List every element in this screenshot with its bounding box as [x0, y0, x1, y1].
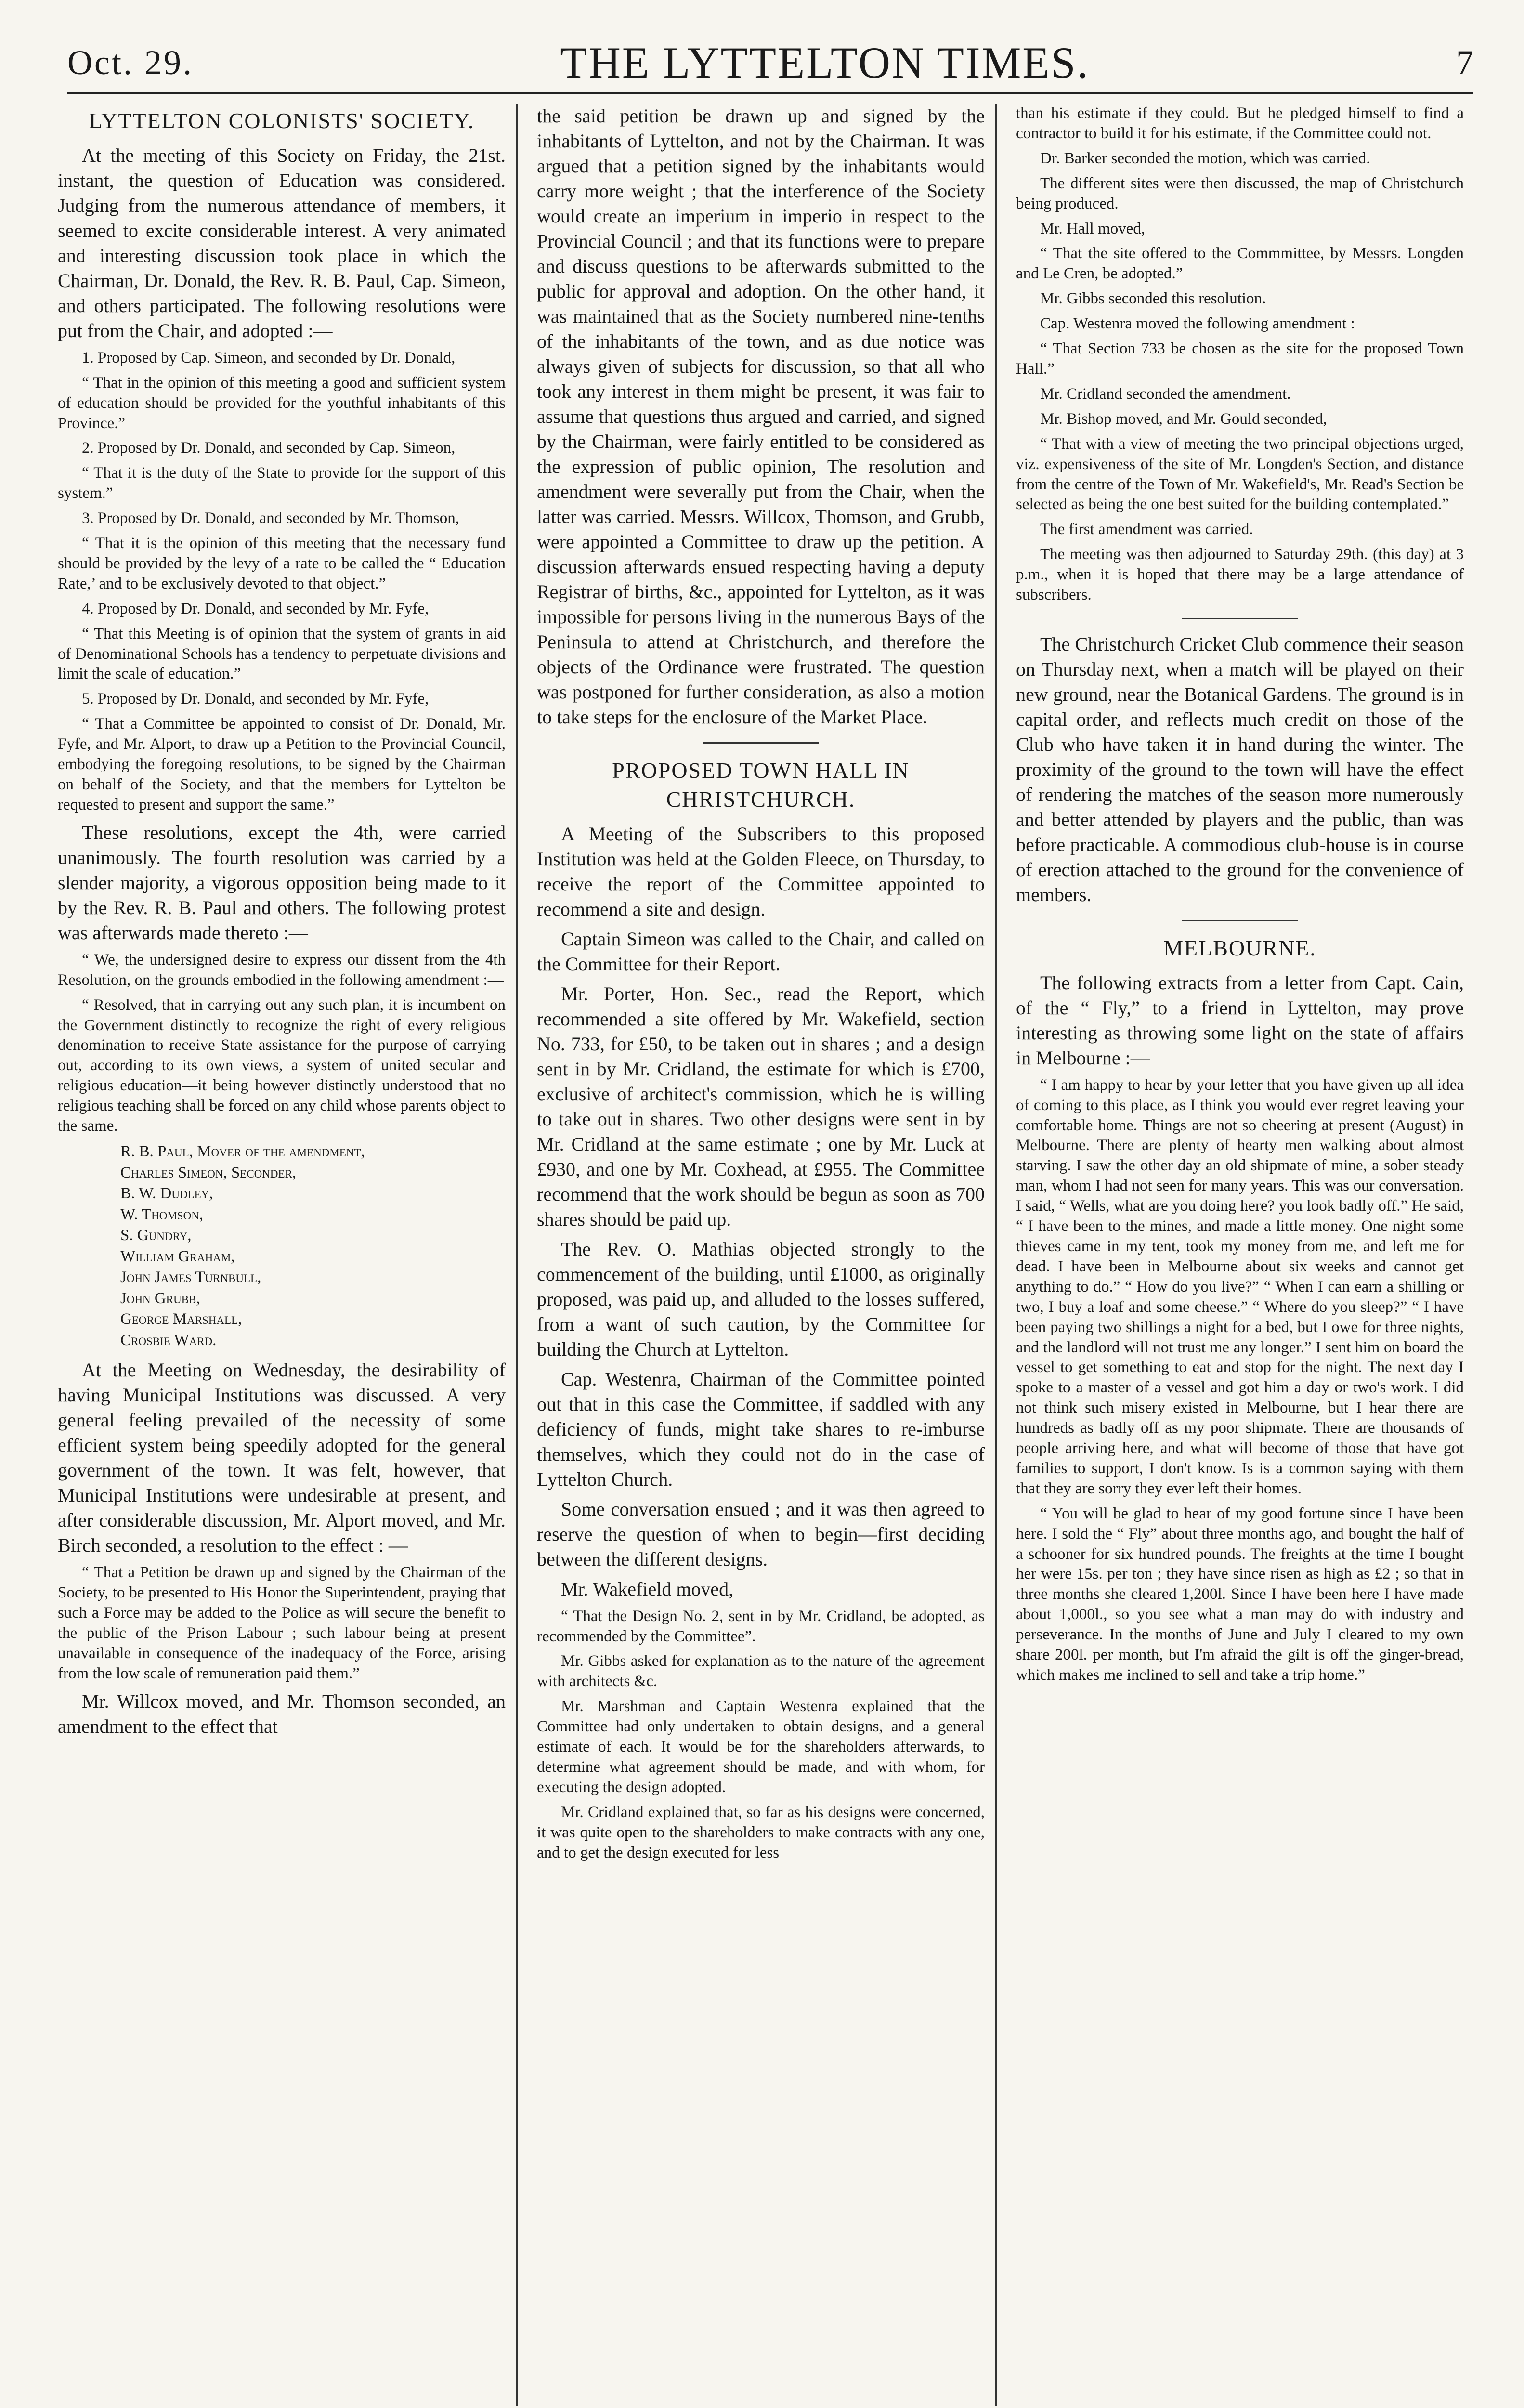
column-3: [1016, 104, 1464, 2406]
letter-quote: “ I am happy to hear by your letter that you have given up all idea of coming to this place, as I think you would ever regret leaving your comfortable home. Things are not so cheering at present (August) in Melbourne. There are plenty of hearty men walking about almost starving. I saw the other day an old shipmate of mine, a sober steady man, whom I had not seen for many years. This was our conversation. I said, “ Wells, what are you doing here? you look badly off.” He said, “ I have been to the mines, and made a little money. One night some thieves came in my tent, took my money from me, and left me for dead. I have been in Melbourne about six weeks and cannot get anything to do.” “ How do you live?” “ When I can earn a shilling or two, I buy a loaf and some cheese.” “ Where do you sleep?” “ I have been paying two shillings a night for a bed, but I owe for three nights, and the landlord will not trust me any longer.” I sent him on board the vessel to get something to eat and stop for the night. The next day I spoke to a master of a vessel and got him a day or two's work. I did not think such misery existed in Melbourne, but I hear there are hundreds as badly off as my poor shipmate. There are thousands of people arriving here, and what will become of those that have got families to support, I don't know. Is is a common saying with them that they are sorry they ever left their homes.: [1016, 1076, 1464, 1497]
article-paragraph: Some conversation ensued ; and it was then agreed to reserve the question of when to begin—first deciding between the different designs.: [537, 1498, 985, 1570]
resolution-3-quote: “ That it is the opinion of this meeting that the necessary fund should be provided by the levy of a rate to be called the “ Education Rate,’ and to be exclusively devoted to that object.”: [58, 535, 506, 592]
article-paragraph: Mr. Cridland seconded the amendment.: [1040, 385, 1291, 403]
signatory: Crosbie Ward.: [120, 1331, 217, 1349]
masthead: [67, 34, 1473, 94]
article-paragraph: Mr. Gibbs seconded this resolution.: [1040, 290, 1266, 308]
letter-quote: “ You will be glad to hear of my good fortune since I have been here. I sold the “ Fly” about three months ago, and bought the half of a schooner for six hundred pounds. The freights at the time I bought her were 15s. per ton ; they have since risen as high as £2 ; so that in three months she cleared 1,200l. Since I have been here I have made about 1,000l., so you see what a man may do with industry and perseverance. In the months of June and July I cleared to my own share 200l. per month, but I'm afraid the gilt is off the ginger-bread, which makes me inclined to sell and take a trip home.”: [1016, 1505, 1464, 1684]
newspaper-title: THE LYTTELTON TIMES.: [560, 38, 1090, 87]
article-paragraph: The following extracts from a letter from Capt. Cain, of the “ Fly,” to a friend in Lyttelton, may prove interesting as throwing some light on the state of affairs in Melbourne :—: [1016, 971, 1464, 1069]
motion-quote: “ That the Design No. 2, sent in by Mr. Cridland, be adopted, as recommended by the Committee”.: [537, 1607, 985, 1645]
signatory: R. B. Paul, Mover of the amendment,: [120, 1142, 365, 1160]
article-paragraph: Mr. Bishop moved, and Mr. Gould seconded,: [1040, 410, 1327, 428]
resolution-2: 2. Proposed by Dr. Donald, and seconded by Cap. Simeon,: [82, 439, 456, 457]
article-paragraph: Mr. Willcox moved, and Mr. Thomson seconded, an amendment to the effect that: [58, 1690, 506, 1737]
resolution-5-quote: “ That a Committee be appointed to consist of Dr. Donald, Mr. Fyfe, and Mr. Alport, to draw up a Petition to the Provincial Council, embodying the foregoing resolutions, to be signed by the Chairman on behalf of the Society, and that the members for Lyttelton be requested to present and support the same.”: [58, 715, 506, 813]
motion-quote: “ That the site offered to the Commmittee, by Messrs. Longden and Le Cren, be adopted.”: [1016, 245, 1464, 283]
signatory: William Graham,: [120, 1247, 235, 1265]
signatory: S. Gundry,: [120, 1227, 192, 1244]
article-separator: [1182, 920, 1298, 921]
page-number: 7: [1456, 43, 1473, 82]
petition-quote: “ That a Petition be drawn up and signed by the Chairman of the Society, to be presented to His Honor the Superintendent, praying that such a Force may be added to the Police as will secure the benefit to the public of the Prison Labour ; such labour being at present unavailable in consequence of the inadequacy of the Force, arising from the low scale of remuneration paid them.”: [58, 1564, 506, 1682]
resolution-1: 1. Proposed by Cap. Simeon, and seconded by Dr. Donald,: [82, 349, 456, 366]
article-paragraph: Cap. Westenra moved the following amendment :: [1040, 315, 1355, 333]
column-rule-right: [995, 104, 997, 2406]
amendment-quote: “ That with a view of meeting the two principal objections urged, viz. expensiveness of the site of Mr. Longden's Section, and distance from the centre of the Town of Mr. Wakefield's, Mr. Read's Section be selected as being the one best suited for the building contemplated.”: [1016, 435, 1464, 513]
cricket-club-article: The Christchurch Cricket Club commence their season on Thursday next, when a match will be played on their new ground, near the Botanical Gardens. The ground is in capital order, and reflects much credit on those of the Club who have taken it in hand during the winter. The proximity of the ground to the town will have the effect of rendering the matches of the season more numerously and better attended by players and the public, than was before practicable. A commodious club-house is in course of erection attached to the ground for the convenience of members.: [1016, 633, 1464, 905]
signatory: W. Thomson,: [120, 1205, 204, 1223]
article-paragraph: The different sites were then discussed, the map of Christchurch being produced.: [1016, 174, 1464, 212]
article-paragraph: The first amendment was carried.: [1040, 521, 1253, 538]
article-paragraph: Mr. Cridland explained that, so far as his designs were concerned, it was quite open to the shareholders to make contracts with any one, and to get the design executed for less: [537, 1803, 985, 1861]
protest-intro: “ We, the undersigned desire to express our dissent from the 4th Resolution, on the grounds embodied in the following amendment :—: [58, 951, 506, 989]
column-2: [537, 104, 985, 2406]
resolution-4-quote: “ That this Meeting is of opinion that the system of grants in aid of Denominational Schools has a tendency to perpetuate divisions and limit the scale of education.”: [58, 625, 506, 683]
signatory: John Grubb,: [120, 1289, 200, 1307]
amendment-quote: “ That Section 733 be chosen as the site for the proposed Town Hall.”: [1016, 340, 1464, 378]
article-heading-colonists-society: LYTTELTON COLONISTS' SOCIETY.: [89, 108, 475, 133]
resolution-4: 4. Proposed by Dr. Donald, and seconded by Mr. Fyfe,: [82, 600, 429, 617]
article-paragraph: Cap. Westenra, Chairman of the Committee pointed out that in this case the Committee, if saddled with any deficiency of funds, might take shares to re-imburse themselves, which they could not do in the case of Lyttelton Church.: [537, 1368, 985, 1490]
protest-resolution: “ Resolved, that in carrying out any such plan, it is incumbent on the Government distinctly to recognize the right of every religious denomination to receive State assistance for the purpose of carrying out, according to its own views, a system of united secular and religious education—it being however distinctly understood that no religious teaching shall be forced on any child whose parents object to the same.: [58, 996, 506, 1135]
resolution-2-quote: “ That it is the duty of the State to provide for the support of this system.”: [58, 464, 506, 502]
article-paragraph: The Rev. O. Mathias objected strongly to the commencement of the building, until £1000, as originally proposed, was paid up, and alluded to the losses suffered, from a want of such caution, by the Committee for building the Church at Lyttelton.: [537, 1238, 985, 1360]
article-paragraph: Mr. Gibbs asked for explanation as to the nature of the agreement with architects &c.: [537, 1652, 985, 1690]
column-rule-left: [516, 104, 518, 2406]
column-1: [58, 104, 506, 2406]
article-paragraph: Captain Simeon was called to the Chair, and called on the Committee for their Report.: [537, 928, 985, 975]
signatories-list: [58, 1141, 506, 1351]
article-paragraph: Mr. Wakefield moved,: [561, 1578, 734, 1600]
issue-date: Oct. 29.: [67, 43, 194, 82]
signatory: John James Turnbull,: [120, 1269, 261, 1286]
article-paragraph: Mr. Marshman and Captain Westenra explained that the Committee had only undertaken to obtain designs, and a general estimate of each. It would be for the shareholders afterwards, to determine what agreement should be made, and with whom, for executing the design adopted.: [537, 1698, 985, 1796]
signatory: B. W. Dudley,: [120, 1185, 213, 1203]
article-paragraph: Mr. Porter, Hon. Sec., read the Report, which recommended a site offered by Mr. Wakefield, section No. 733, for £50, to be taken out in shares ; and a design sent in by Mr. Cridland, the estimate for which is £700, exclusive of architect's commission, which he is willing to take out in shares. Two other designs were sent in by Mr. Cridland at the same estimate ; one by Mr. Luck at £930, and one by Mr. Coxhead, at £955. The Committee recommend that the work should be begun as soon as 700 shares should be paid up.: [537, 982, 985, 1230]
article-paragraph: the said petition be drawn up and signed by the inhabitants of Lyttelton, and not by the Chairman. It was argued that a petition signed by the inhabitants would carry more weight ; that the interference of the Society would create an imperium in imperio in respect to the Provincial Council ; and that its functions were to prepare and discuss questions to be afterwards submitted to the public for approval and adoption. On the other hand, it was maintained that as the Society numbered nine-tenths of the inhabitants of the town, and as due notice was always given of subjects for discussion, so that all who took any interest in them might be present, it was fair to assume that questions thus argued and carried, and signed by the Chairman, were fairly entitled to be considered as the expression of public opinion, The resolution and amendment were severally put from the Chair, when the latter was carried. Messrs. Willcox, Thomson, and Grubb, were appointed a Committee to draw up the petition. A discussion afterwards ensued respecting having a deputy Registrar of births, &c., appointed for Lyttelton, as it was impossible for persons living in the numerous Bays of the Peninsula to attend at Christchurch, and therefore the objects of the Ordinance were frustrated. The question was postponed for further consideration, as also a motion to take steps for the enclosure of the Market Place.: [537, 105, 985, 728]
signatory: Charles Simeon, Seconder,: [120, 1164, 297, 1181]
article-heading-melbourne: MELBOURNE.: [1163, 935, 1316, 960]
article-paragraph: At the Meeting on Wednesday, the desirability of having Municipal Institutions was discussed. A very general feeling prevailed of the necessity of some efficient system being speedily adopted for the general government of the town. It was felt, however, that Municipal Institutions were undesirable at present, and after considerable discussion, Mr. Alport moved, and Mr. Birch seconded, a resolution to the effect : —: [58, 1359, 506, 1557]
resolution-5: 5. Proposed by Dr. Donald, and seconded by Mr. Fyfe,: [82, 690, 429, 708]
article-paragraph: Dr. Barker seconded the motion, which was carried.: [1040, 149, 1370, 167]
article-paragraph: At the meeting of this Society on Friday, the 21st. instant, the question of Education was considered. Judging from the numerous attendance of members, it seemed to excite considerable interest. A very animated and interesting discussion took place in which the Chairman, Dr. Donald, the Rev. R. B. Paul, Cap. Simeon, and others participated. The following resolutions were put from the Chair, and adopted :—: [58, 144, 506, 341]
article-separator: [703, 742, 819, 744]
article-paragraph: than his estimate if they could. But he pledged himself to find a contractor to build it for his estimate, if the Committee could not.: [1016, 105, 1464, 142]
resolution-1-quote: “ That in the opinion of this meeting a good and sufficient system of education should be provided for the youthful inhabitants of this Province.”: [58, 374, 506, 432]
article-paragraph: The meeting was then adjourned to Saturday 29th. (this day) at 3 p.m., when it is hoped that there may be a large attendance of subscribers.: [1016, 546, 1464, 604]
article-paragraph: Mr. Hall moved,: [1040, 220, 1146, 237]
article-separator: [1182, 618, 1298, 619]
signatory: George Marshall,: [120, 1310, 242, 1328]
article-heading-town-hall: PROPOSED TOWN HALL IN CHRISTCHURCH.: [612, 758, 910, 811]
article-paragraph: These resolutions, except the 4th, were carried unanimously. The fourth resolution was carried by a slender majority, a vigorous opposition being made to it by the Rev. R. B. Paul and others. The following protest was afterwards made thereto :—: [58, 821, 506, 943]
article-paragraph: A Meeting of the Subscribers to this proposed Institution was held at the Golden Fleece, on Thursday, to receive the report of the Committee appointed to recommend a site and design.: [537, 823, 985, 920]
resolution-3: 3. Proposed by Dr. Donald, and seconded by Mr. Thomson,: [82, 510, 459, 527]
